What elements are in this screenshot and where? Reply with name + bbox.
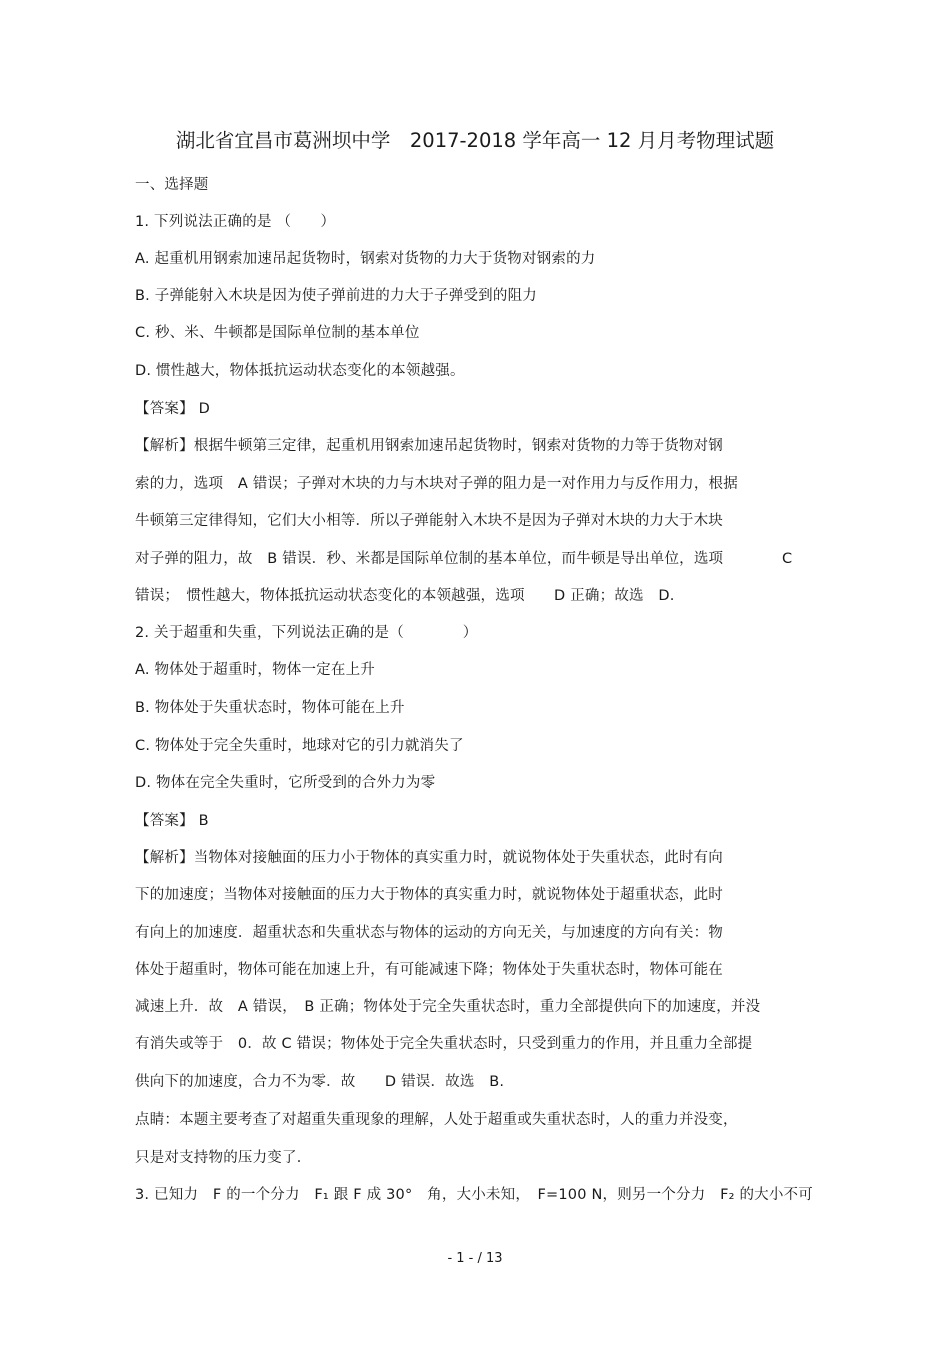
- question-3-stem: 3. 已知力 F 的一个分力 F₁ 跟 F 成 30° 角，大小未知， F=100 N，则另一个分力 F₂ 的大小不可: [135, 1187, 813, 1203]
- question-1-option-c: C. 秒、米、牛顿都是国际单位制的基本单位: [135, 325, 420, 341]
- page-number: - 1 - / 13: [447, 1251, 503, 1266]
- question-2-analysis-line: 体处于超重时，物体可能在加速上升，有可能减速下降；物体处于失重状态时，物体可能在: [135, 962, 723, 978]
- question-2-analysis-line: 有向上的加速度．超重状态和失重状态与物体的运动的方向无关，与加速度的方向有关：物: [135, 925, 723, 941]
- question-2-option-d: D. 物体在完全失重时，它所受到的合外力为零: [135, 775, 436, 791]
- question-2-comment-line: 点睛：本题主要考查了对超重失重现象的理解，人处于超重或失重状态时，人的重力并没变，: [135, 1112, 738, 1128]
- question-1-stem: 1. 下列说法正确的是 （ ）: [135, 214, 336, 230]
- page-title: 湖北省宜昌市葛洲坝中学 2017-2018 学年高一 12 月月考物理试题: [175, 129, 775, 152]
- question-1-option-d: D. 惯性越大，物体抵抗运动状态变化的本领越强。: [135, 363, 465, 379]
- question-2-analysis-line: 减速上升．故 A 错误， B 正确；物体处于完全失重状态时，重力全部提供向下的加速度，并没: [135, 999, 761, 1015]
- question-2-analysis-line: 【解析】当物体对接触面的压力小于物体的真实重力时，就说物体处于失重状态，此时有向: [135, 850, 723, 866]
- question-2-analysis-line: 下的加速度；当物体对接触面的压力大于物体的真实重力时，就说物体处于超重状态，此时: [135, 887, 723, 903]
- question-2-analysis-line: 供向下的加速度，合力不为零．故 D 错误．故选 B.: [135, 1074, 505, 1090]
- question-1-analysis-line: 错误； 惯性越大，物体抵抗运动状态变化的本领越强，选项 D 正确；故选 D.: [135, 588, 675, 604]
- question-1-answer: 【答案】 D: [135, 401, 210, 417]
- question-1-option-b: B. 子弹能射入木块是因为使子弹前进的力大于子弹受到的阻力: [135, 288, 537, 304]
- question-1-analysis-line: 对子弹的阻力，故 B 错误．秒、米都是国际单位制的基本单位，而牛顿是导出单位，选项 C: [135, 551, 793, 567]
- section-heading: 一、选择题: [135, 177, 209, 193]
- question-2-stem: 2. 关于超重和失重，下列说法正确的是（ ）: [135, 625, 478, 641]
- question-1-analysis-line: 【解析】根据牛顿第三定律，起重机用钢索加速吊起货物时，钢索对货物的力等于货物对钢: [135, 438, 723, 454]
- question-2-option-a: A. 物体处于超重时，物体一定在上升: [135, 662, 375, 678]
- question-1-analysis-line: 牛顿第三定律得知，它们大小相等．所以子弹能射入木块不是因为子弹对木块的力大于木块: [135, 513, 723, 529]
- question-2-option-c: C. 物体处于完全失重时，地球对它的引力就消失了: [135, 738, 464, 754]
- question-2-option-b: B. 物体处于失重状态时，物体可能在上升: [135, 700, 405, 716]
- question-2-comment-line: 只是对支持物的压力变了．: [135, 1150, 312, 1166]
- question-1-analysis-line: 索的力，选项 A 错误；子弹对木块的力与木块对子弹的阻力是一对作用力与反作用力，根据: [135, 476, 738, 492]
- question-1-option-a: A. 起重机用钢索加速吊起货物时，钢索对货物的力大于货物对钢索的力: [135, 251, 596, 267]
- question-2-analysis-line: 有消失或等于 0．故 C 错误；物体处于完全失重状态时，只受到重力的作用，并且重力全部提: [135, 1036, 753, 1052]
- question-2-answer: 【答案】 B: [135, 813, 209, 829]
